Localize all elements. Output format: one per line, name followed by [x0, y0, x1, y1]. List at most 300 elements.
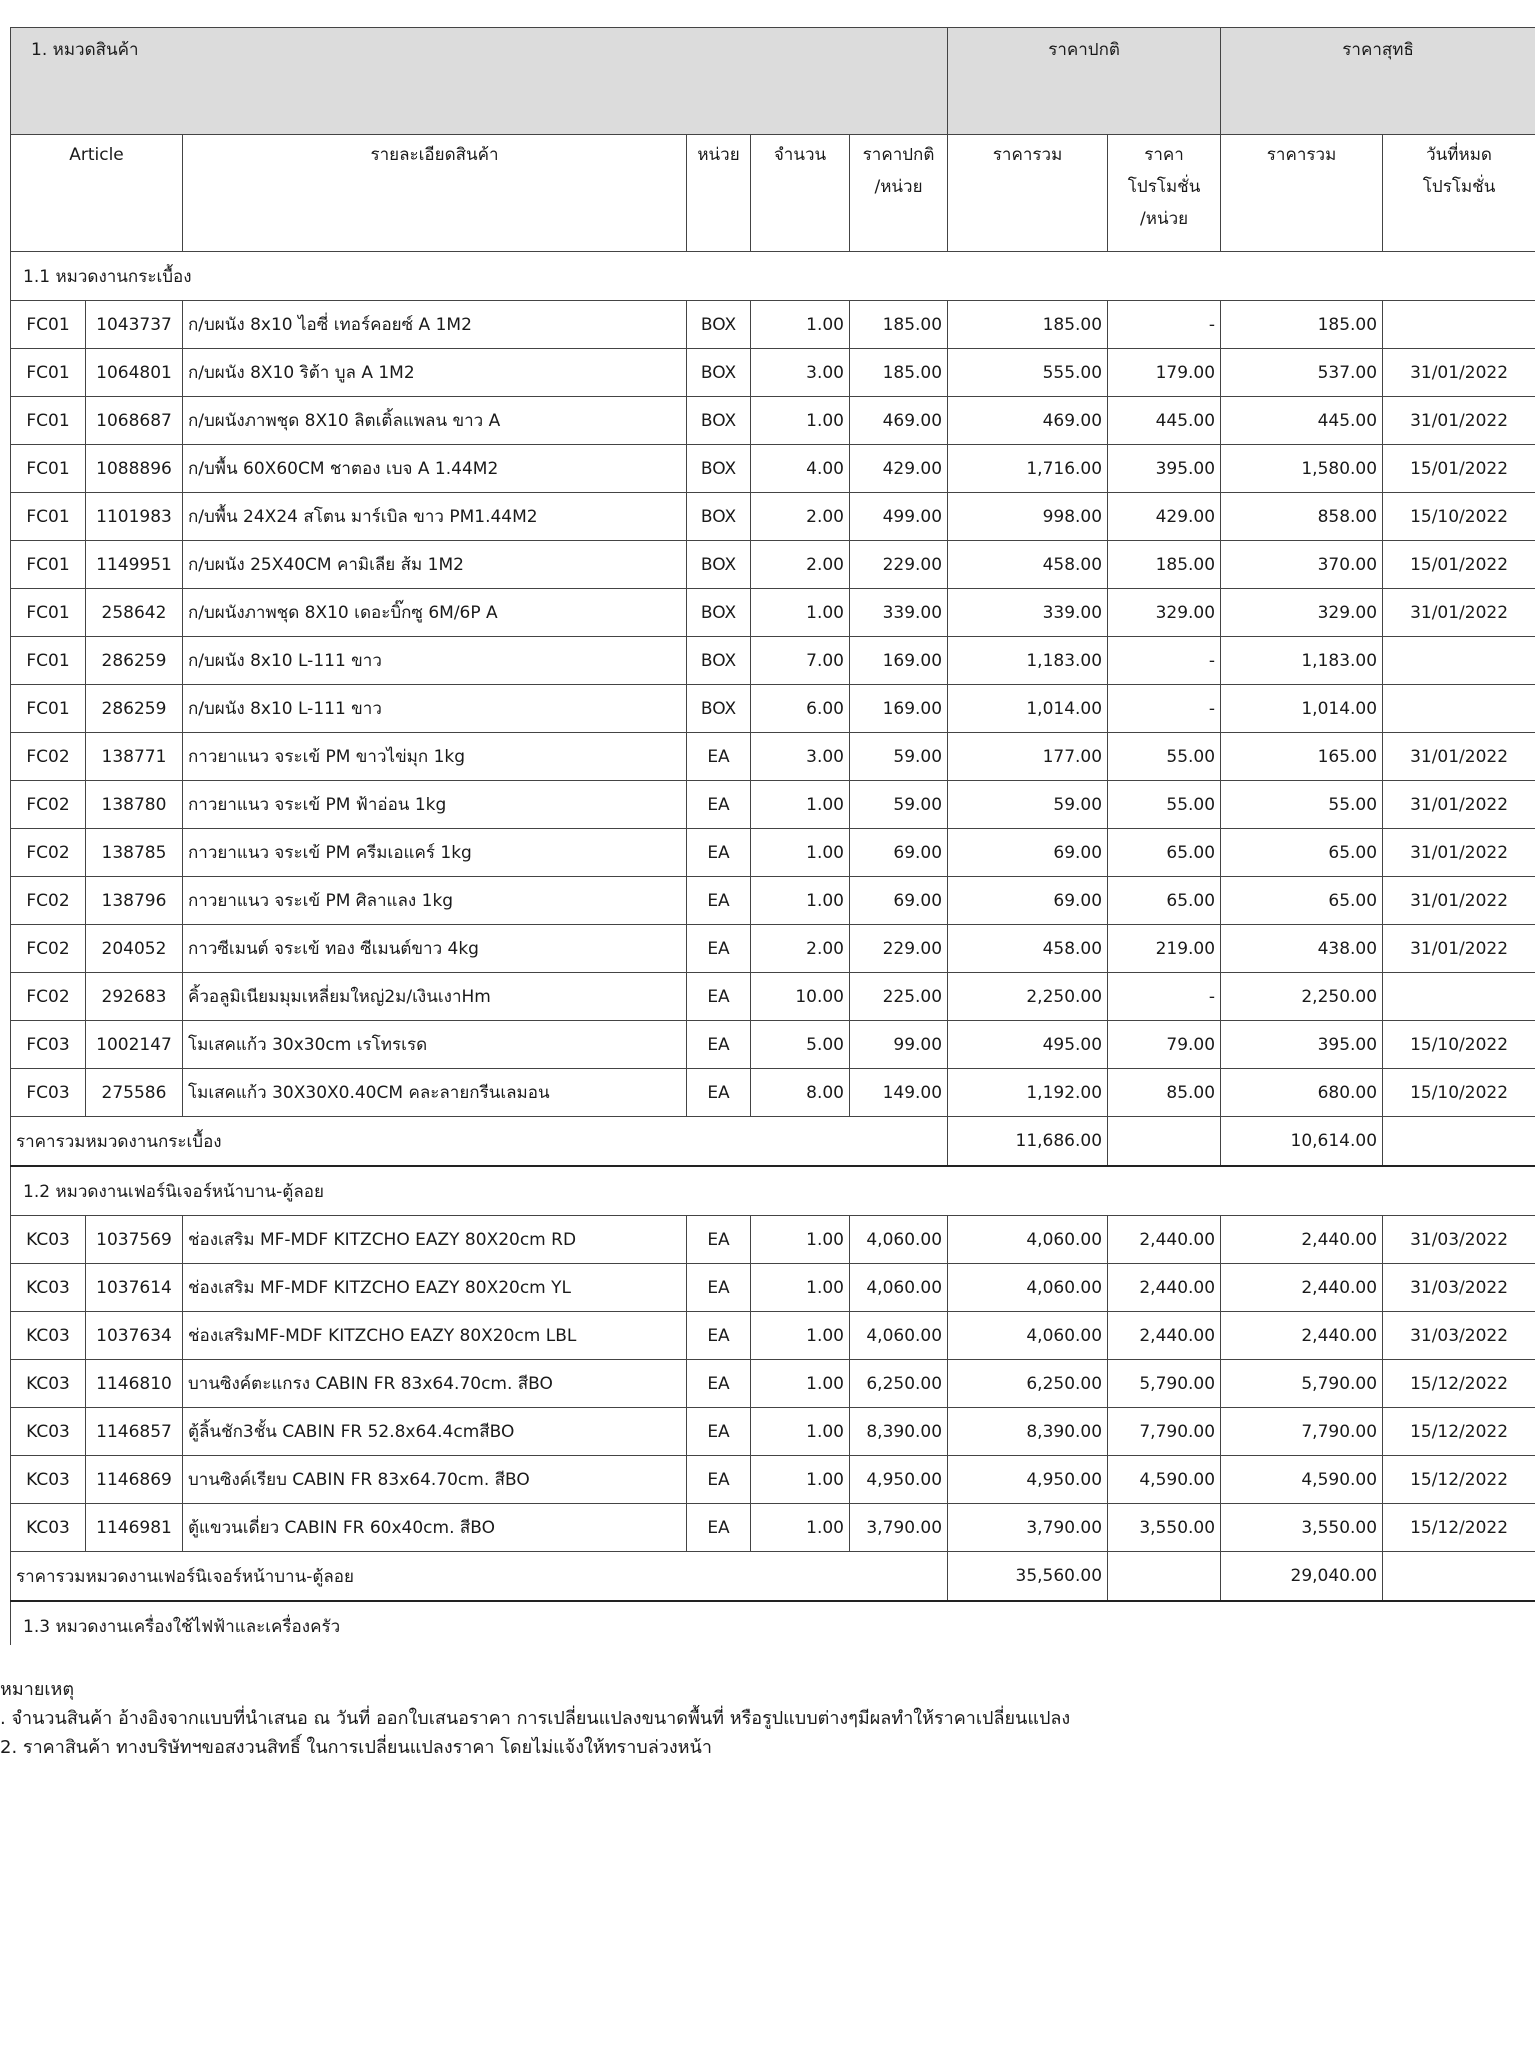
row-article: 204052 — [86, 925, 183, 973]
subtotal-label: ราคารวมหมวดงานเฟอร์นิเจอร์หน้าบาน-ตู้ลอย — [11, 1552, 948, 1602]
row-qty: 7.00 — [751, 637, 850, 685]
row-code: KC03 — [11, 1408, 86, 1456]
row-net-total: 2,440.00 — [1221, 1264, 1383, 1312]
table-row — [11, 541, 1536, 589]
row-description: ก/บผนังภาพชุด 8X10 ลิตเติ้ลแพลน ขาว A — [183, 397, 687, 445]
row-qty: 1.00 — [751, 1504, 850, 1552]
row-article: 1146810 — [86, 1360, 183, 1408]
row-code: KC03 — [11, 1360, 86, 1408]
row-promo-price: 395.00 — [1108, 445, 1221, 493]
row-qty: 2.00 — [751, 925, 850, 973]
row-promo-price: - — [1108, 637, 1221, 685]
row-unit: BOX — [687, 349, 751, 397]
row-total: 1,014.00 — [948, 685, 1108, 733]
table-row — [11, 829, 1536, 877]
row-promo-end-date: 15/01/2022 — [1383, 541, 1535, 589]
row-promo-end-date: 31/01/2022 — [1383, 877, 1535, 925]
row-total: 4,060.00 — [948, 1312, 1108, 1360]
row-net-total: 165.00 — [1221, 733, 1383, 781]
row-unit-price: 8,390.00 — [850, 1408, 948, 1456]
subtotal-blank-end — [1383, 1117, 1535, 1167]
column-header-row — [11, 135, 1536, 252]
row-code: FC01 — [11, 349, 86, 397]
row-total: 469.00 — [948, 397, 1108, 445]
row-article: 258642 — [86, 589, 183, 637]
row-promo-price: 429.00 — [1108, 493, 1221, 541]
row-net-total: 4,590.00 — [1221, 1456, 1383, 1504]
row-total: 69.00 — [948, 877, 1108, 925]
row-article: 138796 — [86, 877, 183, 925]
subtotal-row — [11, 1117, 1536, 1167]
row-article: 1043737 — [86, 301, 183, 349]
row-description: บานซิงค์ตะแกรง CABIN FR 83x64.70cm. สีBO — [183, 1360, 687, 1408]
row-unit: BOX — [687, 301, 751, 349]
table-row — [11, 973, 1536, 1021]
row-article: 1149951 — [86, 541, 183, 589]
row-promo-price: 55.00 — [1108, 733, 1221, 781]
row-net-total: 65.00 — [1221, 877, 1383, 925]
row-unit-price: 4,060.00 — [850, 1216, 948, 1264]
subtotal-net: 29,040.00 — [1221, 1552, 1383, 1602]
row-net-total: 1,183.00 — [1221, 637, 1383, 685]
row-code: KC03 — [11, 1312, 86, 1360]
row-unit: EA — [687, 1456, 751, 1504]
table-row — [11, 301, 1536, 349]
row-promo-price: 7,790.00 — [1108, 1408, 1221, 1456]
col-total: ราคารวม — [948, 135, 1108, 252]
row-net-total: 2,440.00 — [1221, 1216, 1383, 1264]
notes-title: หมายเหตุ — [0, 1679, 75, 1700]
row-description: คิ้วอลูมิเนียมมุมเหลี่ยมใหญ่2ม/เงินเงาHm — [183, 973, 687, 1021]
row-unit-price: 59.00 — [850, 781, 948, 829]
table-row — [11, 1408, 1536, 1456]
row-unit: EA — [687, 1408, 751, 1456]
row-code: KC03 — [11, 1264, 86, 1312]
row-unit-price: 429.00 — [850, 445, 948, 493]
subtotal-blank-end — [1383, 1552, 1535, 1602]
row-article: 1101983 — [86, 493, 183, 541]
row-promo-end-date — [1383, 637, 1535, 685]
category-title: 1.3 หมวดงานเครื่องใช้ไฟฟ้าและเครื่องครัว — [11, 1601, 1536, 1645]
row-qty: 1.00 — [751, 877, 850, 925]
row-promo-end-date: 15/12/2022 — [1383, 1408, 1535, 1456]
row-unit: EA — [687, 925, 751, 973]
row-code: FC02 — [11, 877, 86, 925]
row-description: โมเสคแก้ว 30X30X0.40CM คละลายกรีนเลมอน — [183, 1069, 687, 1117]
row-code: FC01 — [11, 589, 86, 637]
row-article: 1037614 — [86, 1264, 183, 1312]
row-promo-end-date: 31/01/2022 — [1383, 925, 1535, 973]
row-promo-price: 65.00 — [1108, 829, 1221, 877]
row-promo-end-date: 31/01/2022 — [1383, 733, 1535, 781]
row-qty: 1.00 — [751, 1456, 850, 1504]
row-code: FC01 — [11, 301, 86, 349]
row-promo-end-date — [1383, 685, 1535, 733]
row-article: 1064801 — [86, 349, 183, 397]
row-total: 555.00 — [948, 349, 1108, 397]
row-promo-end-date: 15/12/2022 — [1383, 1504, 1535, 1552]
row-code: FC02 — [11, 925, 86, 973]
row-description: ตู้ลิ้นชัก3ชั้น CABIN FR 52.8x64.4cmสีBO — [183, 1408, 687, 1456]
row-unit-price: 4,950.00 — [850, 1456, 948, 1504]
row-net-total: 5,790.00 — [1221, 1360, 1383, 1408]
row-article: 1146857 — [86, 1408, 183, 1456]
row-code: KC03 — [11, 1216, 86, 1264]
row-article: 138780 — [86, 781, 183, 829]
row-code: FC01 — [11, 685, 86, 733]
row-promo-price: 65.00 — [1108, 877, 1221, 925]
row-total: 69.00 — [948, 829, 1108, 877]
row-code: KC03 — [11, 1504, 86, 1552]
row-promo-end-date — [1383, 301, 1535, 349]
col-promo-end — [1383, 135, 1535, 252]
row-promo-price: 2,440.00 — [1108, 1216, 1221, 1264]
row-unit: EA — [687, 877, 751, 925]
row-promo-end-date: 15/12/2022 — [1383, 1360, 1535, 1408]
row-net-total: 185.00 — [1221, 301, 1383, 349]
quotation-table — [10, 27, 1535, 1645]
row-net-total: 329.00 — [1221, 589, 1383, 637]
row-description: ก/บผนังภาพชุด 8X10 เดอะบิ๊กซู 6M/6P A — [183, 589, 687, 637]
table-row — [11, 1504, 1536, 1552]
col-net-total: ราคารวม — [1221, 135, 1383, 252]
row-qty: 2.00 — [751, 493, 850, 541]
row-code: FC02 — [11, 781, 86, 829]
col-promo-end-line1: วันที่หมด — [1426, 145, 1492, 165]
row-net-total: 858.00 — [1221, 493, 1383, 541]
row-unit: EA — [687, 973, 751, 1021]
row-article: 138785 — [86, 829, 183, 877]
row-promo-end-date: 31/03/2022 — [1383, 1264, 1535, 1312]
row-promo-end-date: 31/01/2022 — [1383, 589, 1535, 637]
row-promo-price: 445.00 — [1108, 397, 1221, 445]
row-promo-price: 2,440.00 — [1108, 1264, 1221, 1312]
quotation-sheet — [10, 27, 1535, 1645]
row-qty: 1.00 — [751, 1360, 850, 1408]
row-code: FC01 — [11, 541, 86, 589]
row-unit-price: 59.00 — [850, 733, 948, 781]
row-net-total: 680.00 — [1221, 1069, 1383, 1117]
row-unit-price: 339.00 — [850, 589, 948, 637]
row-article: 1037634 — [86, 1312, 183, 1360]
row-promo-end-date — [1383, 973, 1535, 1021]
row-promo-price: 219.00 — [1108, 925, 1221, 973]
table-row — [11, 1216, 1536, 1264]
category-row — [11, 1601, 1536, 1645]
row-qty: 10.00 — [751, 973, 850, 1021]
row-unit-price: 69.00 — [850, 877, 948, 925]
row-unit: EA — [687, 829, 751, 877]
row-promo-end-date: 15/10/2022 — [1383, 1021, 1535, 1069]
row-promo-price: 3,550.00 — [1108, 1504, 1221, 1552]
row-unit-price: 3,790.00 — [850, 1504, 948, 1552]
row-promo-price: 55.00 — [1108, 781, 1221, 829]
table-row — [11, 1360, 1536, 1408]
row-unit: EA — [687, 1504, 751, 1552]
row-qty: 3.00 — [751, 733, 850, 781]
table-row — [11, 445, 1536, 493]
category-title: 1.1 หมวดงานกระเบื้อง — [11, 252, 1536, 301]
row-code: KC03 — [11, 1456, 86, 1504]
row-total: 1,716.00 — [948, 445, 1108, 493]
row-total: 458.00 — [948, 925, 1108, 973]
row-unit-price: 4,060.00 — [850, 1264, 948, 1312]
note-item: 2. ราคาสินค้า ทางบริษัทฯขอสงวนสิทธิ์ ในการเปลี่ยนแปลงราคา โดยไม่แจ้งให้ทราบล่วงหน้า — [0, 1737, 712, 1758]
row-unit: EA — [687, 733, 751, 781]
table-row — [11, 1456, 1536, 1504]
row-total: 4,060.00 — [948, 1264, 1108, 1312]
row-unit-price: 469.00 — [850, 397, 948, 445]
row-promo-price: 4,590.00 — [1108, 1456, 1221, 1504]
row-code: FC03 — [11, 1069, 86, 1117]
row-description: กาวยาแนว จระเข้ PM ฟ้าอ่อน 1kg — [183, 781, 687, 829]
row-promo-end-date: 31/01/2022 — [1383, 829, 1535, 877]
row-unit: BOX — [687, 493, 751, 541]
section-header-row — [11, 28, 1536, 135]
table-row — [11, 733, 1536, 781]
row-qty: 1.00 — [751, 1408, 850, 1456]
row-total: 4,950.00 — [948, 1456, 1108, 1504]
row-promo-end-date: 15/01/2022 — [1383, 445, 1535, 493]
row-total: 2,250.00 — [948, 973, 1108, 1021]
col-unit-price — [850, 135, 948, 252]
row-promo-price: 185.00 — [1108, 541, 1221, 589]
row-article: 1037569 — [86, 1216, 183, 1264]
row-total: 185.00 — [948, 301, 1108, 349]
row-total: 339.00 — [948, 589, 1108, 637]
row-description: ก/บผนัง 8X10 ริต้า บูล A 1M2 — [183, 349, 687, 397]
subtotal-total: 35,560.00 — [948, 1552, 1108, 1602]
table-row — [11, 637, 1536, 685]
row-promo-end-date: 31/01/2022 — [1383, 781, 1535, 829]
row-total: 1,192.00 — [948, 1069, 1108, 1117]
row-promo-end-date: 31/03/2022 — [1383, 1312, 1535, 1360]
row-total: 177.00 — [948, 733, 1108, 781]
row-unit-price: 69.00 — [850, 829, 948, 877]
row-qty: 5.00 — [751, 1021, 850, 1069]
row-article: 286259 — [86, 685, 183, 733]
row-net-total: 370.00 — [1221, 541, 1383, 589]
row-promo-price: 79.00 — [1108, 1021, 1221, 1069]
row-qty: 8.00 — [751, 1069, 850, 1117]
row-net-total: 55.00 — [1221, 781, 1383, 829]
row-code: FC02 — [11, 829, 86, 877]
row-description: ตู้แขวนเดี่ยว CABIN FR 60x40cm. สีBO — [183, 1504, 687, 1552]
row-description: กาวยาแนว จระเข้ PM ศิลาแลง 1kg — [183, 877, 687, 925]
row-qty: 1.00 — [751, 397, 850, 445]
row-net-total: 438.00 — [1221, 925, 1383, 973]
row-description: ก/บพื้น 60X60CM ชาตอง เบจ A 1.44M2 — [183, 445, 687, 493]
regular-price-header: ราคาปกติ — [948, 28, 1221, 135]
row-description: บานซิงค์เรียบ CABIN FR 83x64.70cm. สีBO — [183, 1456, 687, 1504]
row-unit-price: 169.00 — [850, 637, 948, 685]
table-row — [11, 685, 1536, 733]
table-row — [11, 1312, 1536, 1360]
row-unit-price: 185.00 — [850, 349, 948, 397]
row-promo-end-date: 15/10/2022 — [1383, 493, 1535, 541]
col-promo-line1: ราคา — [1144, 145, 1184, 165]
row-article: 1146981 — [86, 1504, 183, 1552]
subtotal-net: 10,614.00 — [1221, 1117, 1383, 1167]
row-description: ก/บผนัง 25X40CM คามิเลีย ส้ม 1M2 — [183, 541, 687, 589]
subtotal-blank — [1108, 1117, 1221, 1167]
table-row — [11, 493, 1536, 541]
row-total: 495.00 — [948, 1021, 1108, 1069]
row-total: 6,250.00 — [948, 1360, 1108, 1408]
row-unit-price: 169.00 — [850, 685, 948, 733]
col-promo-price — [1108, 135, 1221, 252]
category-row — [11, 252, 1536, 301]
row-unit-price: 149.00 — [850, 1069, 948, 1117]
row-article: 138771 — [86, 733, 183, 781]
row-unit-price: 99.00 — [850, 1021, 948, 1069]
row-promo-price: 179.00 — [1108, 349, 1221, 397]
row-unit: BOX — [687, 685, 751, 733]
row-unit-price: 4,060.00 — [850, 1312, 948, 1360]
row-unit: EA — [687, 1069, 751, 1117]
row-total: 8,390.00 — [948, 1408, 1108, 1456]
row-unit-price: 499.00 — [850, 493, 948, 541]
row-qty: 1.00 — [751, 301, 850, 349]
row-code: FC03 — [11, 1021, 86, 1069]
row-qty: 1.00 — [751, 1264, 850, 1312]
col-description: รายละเอียดสินค้า — [183, 135, 687, 252]
subtotal-row — [11, 1552, 1536, 1602]
subtotal-label: ราคารวมหมวดงานกระเบื้อง — [11, 1117, 948, 1167]
row-unit: BOX — [687, 445, 751, 493]
row-qty: 1.00 — [751, 1216, 850, 1264]
row-total: 3,790.00 — [948, 1504, 1108, 1552]
row-unit: BOX — [687, 637, 751, 685]
row-description: ช่องเสริม MF-MDF KITZCHO EAZY 80X20cm YL — [183, 1264, 687, 1312]
row-promo-end-date: 15/12/2022 — [1383, 1456, 1535, 1504]
row-article: 292683 — [86, 973, 183, 1021]
notes-section — [0, 1675, 1536, 1760]
table-row — [11, 397, 1536, 445]
subtotal-blank — [1108, 1552, 1221, 1602]
row-promo-end-date: 15/10/2022 — [1383, 1069, 1535, 1117]
row-total: 998.00 — [948, 493, 1108, 541]
row-net-total: 445.00 — [1221, 397, 1383, 445]
row-unit: BOX — [687, 397, 751, 445]
row-promo-price: - — [1108, 685, 1221, 733]
row-code: FC01 — [11, 397, 86, 445]
row-code: FC02 — [11, 973, 86, 1021]
row-qty: 2.00 — [751, 541, 850, 589]
row-unit: EA — [687, 1021, 751, 1069]
row-description: ก/บพื้น 24X24 สโตน มาร์เบิล ขาว PM1.44M2 — [183, 493, 687, 541]
row-article: 1002147 — [86, 1021, 183, 1069]
row-promo-end-date: 31/03/2022 — [1383, 1216, 1535, 1264]
subtotal-total: 11,686.00 — [948, 1117, 1108, 1167]
col-promo-end-line2: โปรโมชั่น — [1422, 177, 1496, 197]
row-description: ช่องเสริมMF-MDF KITZCHO EAZY 80X20cm LBL — [183, 1312, 687, 1360]
row-description: ช่องเสริม MF-MDF KITZCHO EAZY 80X20cm RD — [183, 1216, 687, 1264]
row-net-total: 395.00 — [1221, 1021, 1383, 1069]
row-unit: EA — [687, 1216, 751, 1264]
category-row — [11, 1166, 1536, 1216]
row-net-total: 3,550.00 — [1221, 1504, 1383, 1552]
row-unit: EA — [687, 781, 751, 829]
row-promo-end-date: 31/01/2022 — [1383, 349, 1535, 397]
row-net-total: 2,250.00 — [1221, 973, 1383, 1021]
row-unit: EA — [687, 1360, 751, 1408]
table-row — [11, 877, 1536, 925]
net-price-header: ราคาสุทธิ — [1221, 28, 1535, 135]
row-total: 4,060.00 — [948, 1216, 1108, 1264]
row-description: โมเสคแก้ว 30x30cm เรโทรเรด — [183, 1021, 687, 1069]
table-row — [11, 1021, 1536, 1069]
row-unit: BOX — [687, 589, 751, 637]
row-article: 286259 — [86, 637, 183, 685]
row-unit-price: 229.00 — [850, 541, 948, 589]
col-unit-price-line1: ราคาปกติ — [862, 145, 935, 165]
row-qty: 1.00 — [751, 781, 850, 829]
table-row — [11, 1069, 1536, 1117]
row-article: 275586 — [86, 1069, 183, 1117]
row-code: FC01 — [11, 637, 86, 685]
row-promo-end-date: 31/01/2022 — [1383, 397, 1535, 445]
row-net-total: 2,440.00 — [1221, 1312, 1383, 1360]
col-article: Article — [11, 135, 183, 252]
row-description: กาวยาแนว จระเข้ PM ขาวไข่มุก 1kg — [183, 733, 687, 781]
row-article: 1088896 — [86, 445, 183, 493]
row-net-total: 1,580.00 — [1221, 445, 1383, 493]
row-unit-price: 229.00 — [850, 925, 948, 973]
row-qty: 4.00 — [751, 445, 850, 493]
row-qty: 1.00 — [751, 1312, 850, 1360]
col-unit-price-line2: /หน่วย — [874, 177, 923, 197]
row-code: FC01 — [11, 493, 86, 541]
row-net-total: 1,014.00 — [1221, 685, 1383, 733]
category-title: 1.2 หมวดงานเฟอร์นิเจอร์หน้าบาน-ตู้ลอย — [11, 1166, 1536, 1216]
row-description: กาวยาแนว จระเข้ PM ครีมเอแคร์ 1kg — [183, 829, 687, 877]
note-item: . จำนวนสินค้า อ้างอิงจากแบบที่นำเสนอ ณ วันที่ ออกใบเสนอราคา การเปลี่ยนแปลงขนาดพื้นที่ หรือรูปแบบต่างๆมีผลทำให้ราคาเปลี่ยนแปลง — [0, 1708, 1071, 1729]
row-total: 1,183.00 — [948, 637, 1108, 685]
col-unit: หน่วย — [687, 135, 751, 252]
row-description: ก/บผนัง 8x10 L-111 ขาว — [183, 685, 687, 733]
row-promo-price: - — [1108, 973, 1221, 1021]
row-net-total: 7,790.00 — [1221, 1408, 1383, 1456]
col-qty: จำนวน — [751, 135, 850, 252]
table-row — [11, 349, 1536, 397]
row-promo-price: - — [1108, 301, 1221, 349]
col-promo-line3: /หน่วย — [1140, 209, 1189, 229]
row-article: 1068687 — [86, 397, 183, 445]
row-promo-price: 5,790.00 — [1108, 1360, 1221, 1408]
row-qty: 1.00 — [751, 589, 850, 637]
row-article: 1146869 — [86, 1456, 183, 1504]
row-total: 458.00 — [948, 541, 1108, 589]
row-unit: BOX — [687, 541, 751, 589]
table-row — [11, 781, 1536, 829]
row-total: 59.00 — [948, 781, 1108, 829]
row-unit: EA — [687, 1312, 751, 1360]
row-code: FC01 — [11, 445, 86, 493]
row-qty: 1.00 — [751, 829, 850, 877]
row-promo-price: 85.00 — [1108, 1069, 1221, 1117]
section-title: 1. หมวดสินค้า — [11, 28, 948, 135]
row-description: ก/บผนัง 8x10 ไอซี่ เทอร์คอยซ์ A 1M2 — [183, 301, 687, 349]
row-qty: 3.00 — [751, 349, 850, 397]
table-row — [11, 925, 1536, 973]
row-unit-price: 6,250.00 — [850, 1360, 948, 1408]
table-row — [11, 1264, 1536, 1312]
row-promo-price: 2,440.00 — [1108, 1312, 1221, 1360]
row-unit-price: 185.00 — [850, 301, 948, 349]
table-row — [11, 589, 1536, 637]
row-code: FC02 — [11, 733, 86, 781]
